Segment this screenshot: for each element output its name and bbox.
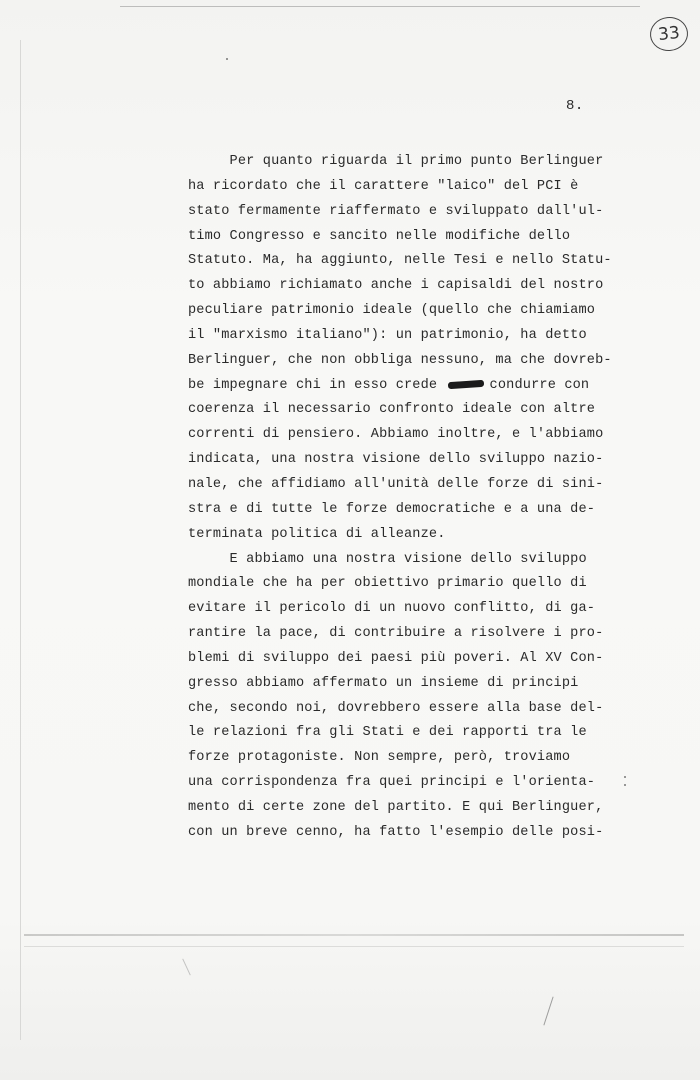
left-fold-line [20,40,21,1040]
text-line: che, secondo noi, dovrebbero essere alla base del- [188,700,604,716]
text-line: forze protagoniste. Non sempre, però, troviamo [188,750,571,766]
text-line: il "marxismo italiano"): un patrimonio, ha detto [188,327,587,343]
top-rule [120,6,640,7]
text-line: rantire la pace, di contribuire a risolvere i pro- [188,626,604,642]
text-line: con un breve cenno, ha fatto l'esempio delle posi- [188,824,604,840]
stray-pen-mark [543,997,553,1026]
text-line: Per quanto riguarda il primo punto Berlinguer [188,154,604,169]
body-text [188,150,628,846]
text-line: timo Congresso e sancito nelle modifiche dello [188,228,571,244]
text-line: evitare il pericolo di un nuovo conflitto, di ga- [188,601,596,617]
speck [624,776,626,778]
speck [226,58,228,60]
text-segment: condurre con [489,377,590,393]
text-line: stra e di tutte le forze democratiche e a una de- [188,501,596,517]
text-line: to abbiamo richiamato anche i capisaldi del nostro [188,278,604,294]
text-line: stato fermamente riaffermato e sviluppato dall'ul- [188,203,604,219]
text-line: gresso abbiamo affermato un insieme di principi [188,675,579,691]
text-line: mondiale che ha per obiettivo primario quello di [188,576,587,592]
text-line: ha ricordato che il carattere "laico" del PCI è [188,178,579,194]
stray-pen-mark [182,959,191,976]
text-line: blemi di sviluppo dei paesi più poveri. Al XV Con- [188,650,604,666]
page-number: 8. [566,98,584,114]
text-line: mento di certe zone del partito. E qui Berlinguer, [188,799,604,815]
speck [624,784,626,786]
text-line: Statuto. Ma, ha aggiunto, nelle Tesi e nello Statu- [188,253,612,269]
text-line: terminata politica di alleanze. [188,526,446,542]
text-segment: be impegnare chi in esso crede [188,377,438,393]
text-line: coerenza il necessario confronto ideale con altre [188,402,596,418]
text-line: E abbiamo una nostra visione dello sviluppo [188,551,587,567]
text-line: indicata, una nostra visione dello sviluppo nazio- [188,452,604,468]
handwritten-page-annotation: 33 [648,15,689,53]
text-line: Berlinguer, che non obbliga nessuno, ma che dovreb- [188,352,612,368]
text-line: correnti di pensiero. Abbiamo inoltre, e l'abbiamo [188,427,604,443]
text-line: nale, che affidiamo all'unità delle forze di sini- [188,476,604,492]
text-line: peculiare patrimonio ideale (quello che chiamiamo [188,303,596,319]
bottom-fold-line [24,934,684,936]
text-line: una corrispondenza fra quei principi e l'orienta- [188,775,596,791]
bottom-fold-line [24,946,684,947]
redaction-mark [447,379,483,388]
text-line-with-redaction [188,374,628,399]
text-line: le relazioni fra gli Stati e dei rapporti tra le [188,725,587,741]
